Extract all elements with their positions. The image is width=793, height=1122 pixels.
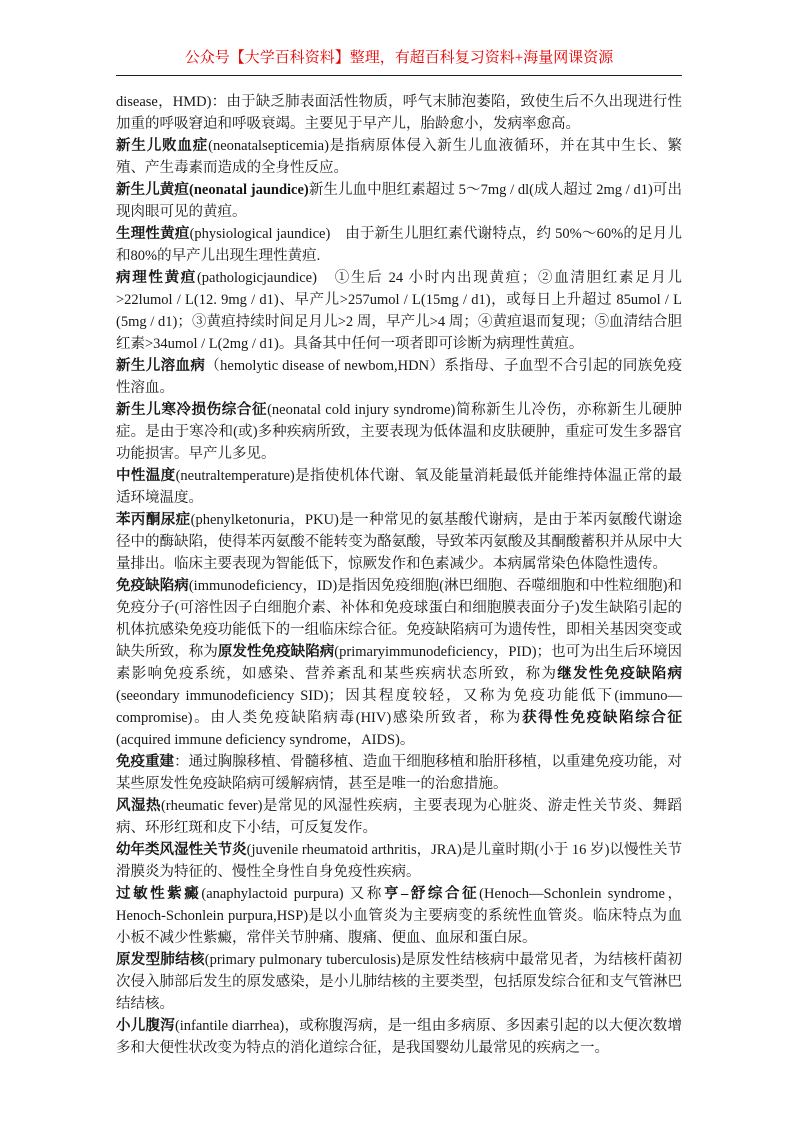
definition-paragraph bbox=[116, 267, 682, 355]
term-bold-text: 小儿腹泻 bbox=[116, 1018, 175, 1034]
body-text: （hemolytic disease of newbom,HDN）系指母、子血型不合引起的同族免疫性溶血。 bbox=[116, 358, 683, 396]
definition-paragraph bbox=[116, 223, 682, 267]
term-bold-text: 生理性黄疸 bbox=[116, 226, 190, 242]
body-text: (primaryimmunodeficiency，PID)；也可为出生后环境因素影响免疫系统，如感染、营养紊乱和某些疾病状态所致，称为 bbox=[116, 644, 683, 682]
body-text: disease，HMD)：由于缺乏肺表面活性物质，呼气末肺泡萎陷，致使生后不久出现进行性加重的呼吸窘迫和呼吸衰竭。主要见于早产儿，胎龄愈小，发病率愈高。 bbox=[116, 94, 682, 132]
document-body bbox=[116, 91, 682, 1059]
term-bold-text: 原发型肺结核 bbox=[116, 952, 205, 968]
header-watermark-text: 公众号【大学百科资料】整理，有超百科复习资料+海量网课资源 bbox=[184, 50, 614, 66]
body-text: (physiological jaundice) 由于新生儿胆红素代谢特点，约 50%～60%的足月儿和80%的早产儿出现生理性黄疸. bbox=[116, 226, 683, 264]
term-bold-text: 继发性免疫缺陷病 bbox=[557, 666, 683, 682]
definition-paragraph bbox=[116, 839, 682, 883]
term-bold-text: 新生儿黄疸(neonatal jaundice) bbox=[116, 182, 309, 198]
term-bold-text: 亨–舒综合征 bbox=[383, 886, 480, 902]
body-text: (anaphylactoid purpura) 又称 bbox=[201, 886, 384, 902]
definition-paragraph bbox=[116, 883, 682, 949]
term-bold-text: 过敏性紫癜 bbox=[116, 886, 202, 902]
definition-paragraph bbox=[116, 1015, 682, 1059]
body-text: (neutraltemperature)是指使机体代谢、氧及能量消耗最低并能维持体温正常的最适环境温度。 bbox=[116, 468, 683, 506]
definition-paragraph bbox=[116, 179, 682, 223]
definition-paragraph bbox=[116, 949, 682, 1015]
page-header bbox=[116, 48, 682, 76]
body-text: (neonatal cold injury syndrome)简称新生儿冷伤，亦称新生儿硬肿症。是由于寒冷和(或)多种疾病所致，主要表现为低体温和皮肤硬肿，重症可发生多器官功能损害。早产儿多见。 bbox=[116, 402, 682, 462]
term-bold-text: 原发性免疫缺陷病 bbox=[217, 644, 335, 660]
body-text: (juvenile rheumatoid arthritis，JRA)是儿童时期(小于 16 岁)以慢性关节滑膜炎为特征的、慢性全身性自身免疫性疾病。 bbox=[116, 842, 682, 880]
body-text: (rheumatic fever)是常见的风湿性疾病，主要表现为心脏炎、游走性关节炎、舞蹈病、环形红斑和皮下小结，可反复发作。 bbox=[116, 798, 683, 836]
definition-paragraph bbox=[116, 509, 682, 575]
body-text: (primary pulmonary tuberculosis)是原发性结核病中最常见者，为结核杆菌初次侵入肺部后发生的原发感染，是小儿肺结核的主要类型，包括原发综合征和支气管淋巴结结核。 bbox=[116, 952, 682, 1012]
document-content bbox=[116, 48, 682, 1059]
body-text: (Henoch—Schonlein syndrome，Henoch-Schonlein purpura,HSP)是以小血管炎为主要病变的系统性血管炎。临床特点为血小板不减少性紫癜，常伴关节肿痛、腹痛、便血、血尿和蛋白尿。 bbox=[116, 886, 683, 946]
body-text: (phenylketonuria，PKU)是一种常见的氨基酸代谢病，是由于苯丙氨酸代谢途径中的酶缺陷，使得苯丙氨酸不能转变为酪氨酸，导致苯丙氨酸及其酮酸蓄积并从尿中大量排出。临床主要表现为智能低下，惊厥发作和色素减少。本病属常染色体隐性遗传。 bbox=[116, 512, 683, 572]
definition-paragraph bbox=[116, 399, 682, 465]
term-bold-text: 风湿热 bbox=[116, 798, 161, 814]
definition-paragraph bbox=[116, 91, 682, 135]
definition-paragraph bbox=[116, 465, 682, 509]
body-text: (seeondary immunodeficiency SID)；因其程度较轻，又称为免疫功能低下(immuno—compromise)。由人类免疫缺陷病毒(HIV)感染所致者，称为 bbox=[116, 688, 682, 726]
definition-paragraph bbox=[116, 135, 682, 179]
term-bold-text: 新生儿溶血病 bbox=[116, 358, 206, 374]
body-text: (pathologicjaundice) ①生后 24 小时内出现黄疸；②血清胆红素足月儿>22lumol / L(12. 9mg / d1)、早产儿>257umol / L(15mg / d1)，或每日上升超过 85umol / L (5mg / d1)；③黄疸持续时间足月儿>2 周，早产儿>4 周；④黄疸退而复现；⑤血清结合胆红素>34umol / L(2mg / d1)。具备其中任何一项者即可诊断为病理性黄疸。 bbox=[116, 270, 683, 352]
body-text: (immunodeficiency，ID)是指因免疫细胞(淋巴细胞、吞噬细胞和中性粒细胞)和免疫分子(可溶性因子白细胞介素、补体和免疫球蛋白和细胞膜表面分子)发生缺陷引起的机体抗感染免疫功能低下的一组临床综合征。免疫缺陷病可为遗传性，即相关基因突变或缺失所致，称为 bbox=[116, 578, 683, 660]
term-bold-text: 新生儿寒冷损伤综合征 bbox=[116, 402, 268, 418]
definition-paragraph bbox=[116, 355, 682, 399]
term-bold-text: 病理性黄疸 bbox=[116, 270, 197, 286]
term-bold-text: 免疫缺陷病 bbox=[116, 578, 189, 594]
body-text: ：通过胸腺移植、骨髓移植、造血干细胞移植和胎肝移植，以重建免疫功能，对某些原发性免疫缺陷病可缓解病情，甚至是唯一的治愈措施。 bbox=[116, 754, 683, 792]
term-bold-text: 新生儿败血症 bbox=[116, 138, 209, 154]
definition-paragraph bbox=[116, 795, 682, 839]
term-bold-text: 免疫重建 bbox=[116, 754, 175, 770]
body-text: 新生儿血中胆红素超过 5～7mg / dl(成人超过 2mg / d1)可出现肉眼可见的黄疸。 bbox=[116, 182, 682, 220]
body-text: (infantile diarrhea)，或称腹泻病，是一组由多病原、多因素引起的以大便次数增多和大便性状改变为特点的消化道综合征，是我国婴幼儿最常见的疾病之一。 bbox=[116, 1018, 683, 1056]
term-bold-text: 获得性免疫缺陷综合征 bbox=[522, 710, 683, 726]
definition-paragraph bbox=[116, 751, 682, 795]
body-text: (neonatalsepticemia)是指病原体侵入新生儿血液循环，并在其中生长、繁殖、产生毒素而造成的全身性反应。 bbox=[116, 138, 682, 176]
term-bold-text: 幼年类风湿性关节炎 bbox=[116, 842, 247, 858]
term-bold-text: 中性温度 bbox=[116, 468, 176, 484]
term-bold-text: 苯丙酮尿症 bbox=[116, 512, 191, 528]
body-text: (acquired immune deficiency syndrome，AIDS)。 bbox=[116, 732, 415, 748]
definition-paragraph bbox=[116, 575, 682, 751]
